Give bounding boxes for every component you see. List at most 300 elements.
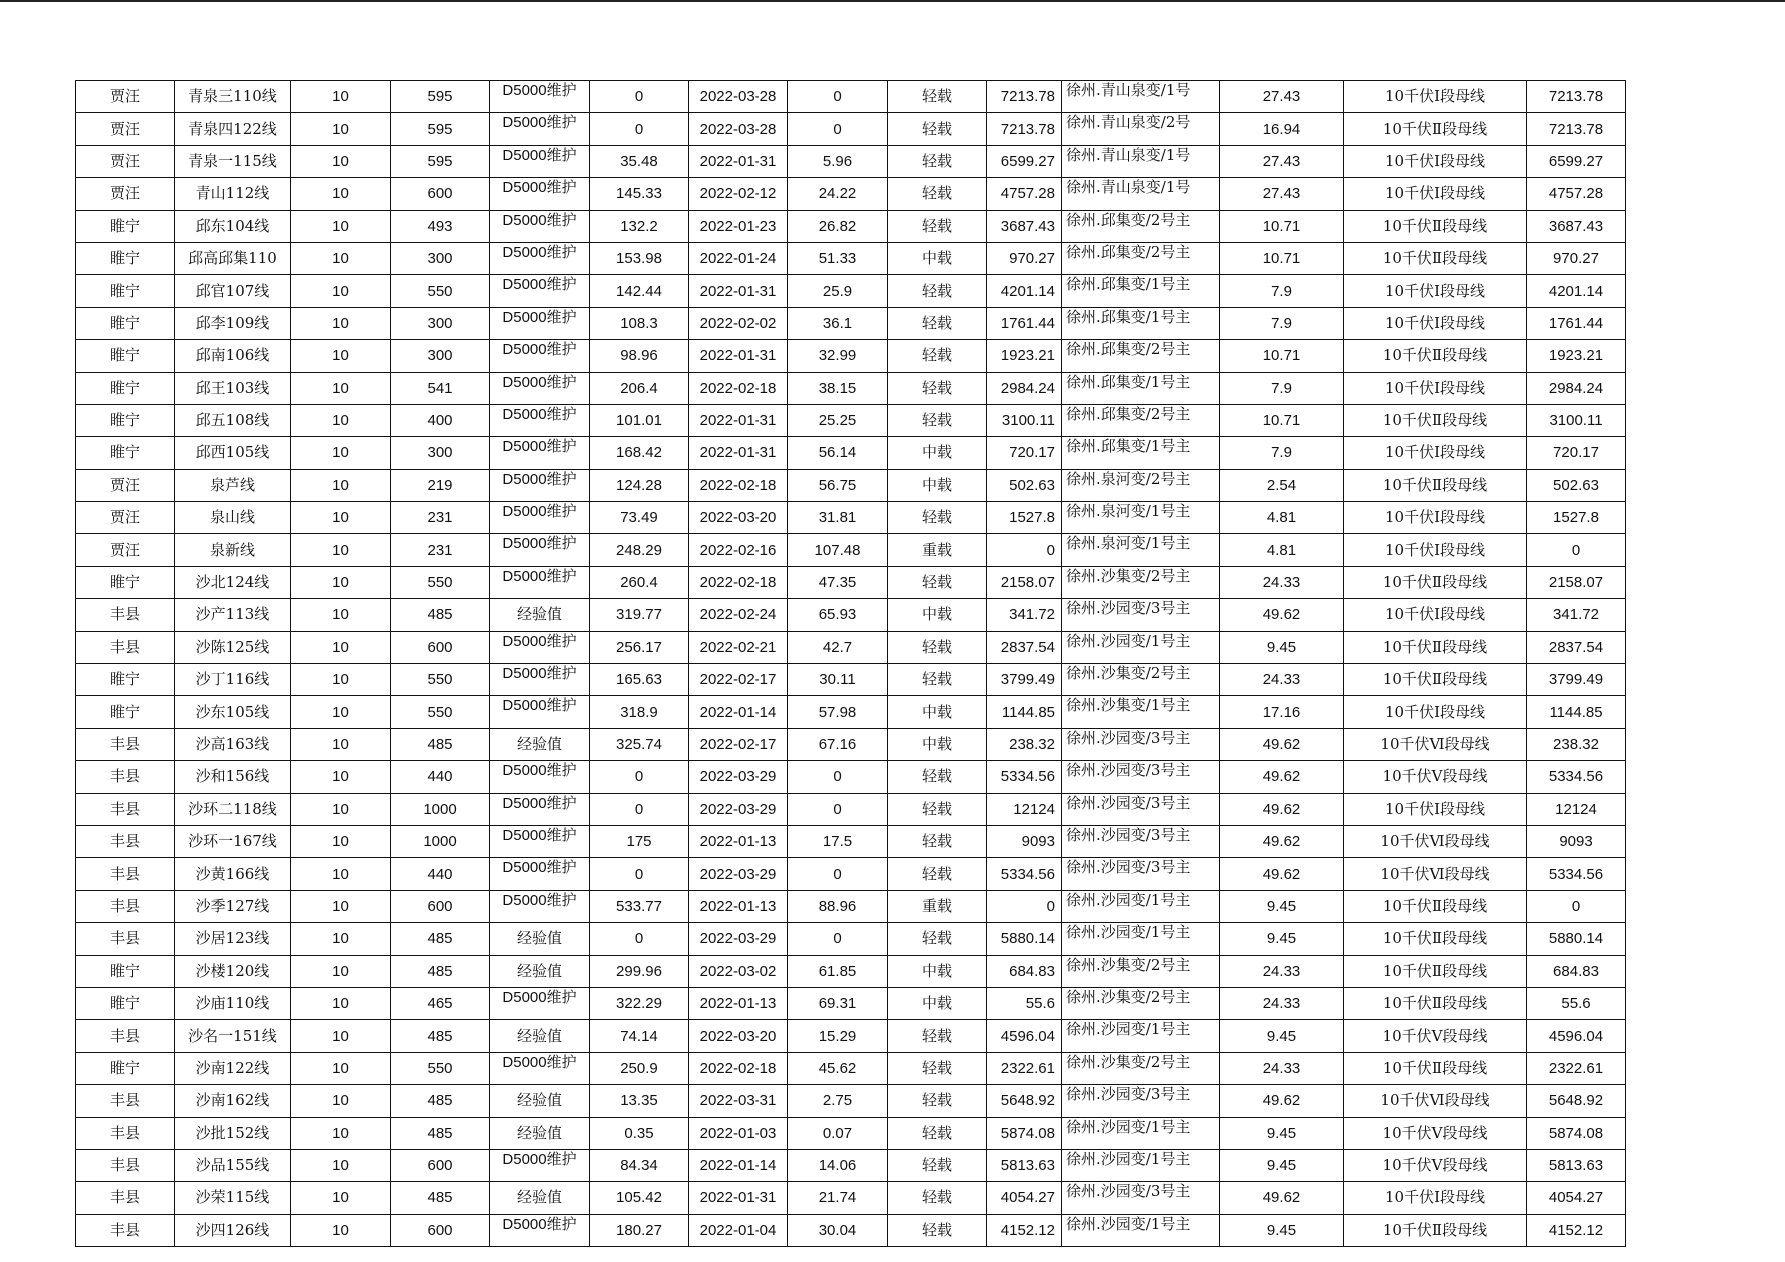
area-cell: 睢宁 (76, 372, 175, 404)
current-cell: 0 (590, 81, 689, 113)
bus-cell: 10千伏Ⅱ段母线 (1344, 987, 1527, 1019)
method-cell: D5000维护 (490, 987, 590, 1019)
line-name-cell: 沙南122线 (175, 1052, 291, 1084)
available-cell: 4201.14 (1527, 275, 1626, 307)
area-cell: 丰县 (76, 1117, 175, 1149)
sub-rate-cell: 10.71 (1220, 210, 1344, 242)
line-name-cell: 沙东105线 (175, 696, 291, 728)
table-row (76, 793, 1626, 825)
voltage-cell: 10 (291, 728, 391, 760)
load-rate-cell: 65.93 (788, 599, 888, 631)
load-rate-cell: 57.98 (788, 696, 888, 728)
method-cell: D5000维护 (490, 696, 590, 728)
method-cell: D5000维护 (490, 242, 590, 274)
area-cell: 丰县 (76, 793, 175, 825)
substation-cell: 徐州.沙园变/3号主 (1062, 599, 1220, 631)
load-status-cell: 重载 (888, 890, 987, 922)
margin-cell: 238.32 (987, 728, 1062, 760)
sub-rate-cell: 9.45 (1220, 1149, 1344, 1181)
available-cell: 3799.49 (1527, 664, 1626, 696)
area-cell: 贾汪 (76, 145, 175, 177)
date-cell: 2022-02-21 (689, 631, 788, 663)
load-rate-cell: 0 (788, 793, 888, 825)
load-rate-cell: 5.96 (788, 145, 888, 177)
margin-cell: 2837.54 (987, 631, 1062, 663)
current-cell: 124.28 (590, 469, 689, 501)
available-cell: 7213.78 (1527, 113, 1626, 145)
table-row (76, 404, 1626, 436)
load-rate-cell: 0.07 (788, 1117, 888, 1149)
area-cell: 睢宁 (76, 437, 175, 469)
area-cell: 睢宁 (76, 566, 175, 598)
method-cell: 经验值 (490, 1020, 590, 1052)
method-cell: 经验值 (490, 1117, 590, 1149)
date-cell: 2022-01-31 (689, 340, 788, 372)
capacity-cell: 600 (391, 1214, 490, 1246)
substation-cell: 徐州.沙园变/3号主 (1062, 1182, 1220, 1214)
area-cell: 丰县 (76, 1020, 175, 1052)
current-cell: 108.3 (590, 307, 689, 339)
capacity-cell: 300 (391, 307, 490, 339)
bus-cell: 10千伏Ⅱ段母线 (1344, 890, 1527, 922)
load-status-cell: 中载 (888, 242, 987, 274)
margin-cell: 4596.04 (987, 1020, 1062, 1052)
method-cell: D5000维护 (490, 372, 590, 404)
sub-rate-cell: 7.9 (1220, 372, 1344, 404)
area-cell: 睢宁 (76, 340, 175, 372)
margin-cell: 5648.92 (987, 1085, 1062, 1117)
bus-cell: 10千伏Ⅱ段母线 (1344, 1214, 1527, 1246)
substation-cell: 徐州.沙集变/2号主 (1062, 566, 1220, 598)
date-cell: 2022-01-13 (689, 987, 788, 1019)
line-name-cell: 沙季127线 (175, 890, 291, 922)
area-cell: 睢宁 (76, 210, 175, 242)
method-cell: D5000维护 (490, 890, 590, 922)
margin-cell: 1761.44 (987, 307, 1062, 339)
substation-cell: 徐州.沙集变/2号主 (1062, 955, 1220, 987)
capacity-cell: 465 (391, 987, 490, 1019)
method-cell: D5000维护 (490, 81, 590, 113)
voltage-cell: 10 (291, 113, 391, 145)
load-status-cell: 轻载 (888, 404, 987, 436)
current-cell: 0 (590, 858, 689, 890)
load-rate-cell: 36.1 (788, 307, 888, 339)
current-cell: 101.01 (590, 404, 689, 436)
date-cell: 2022-01-31 (689, 1182, 788, 1214)
bus-cell: 10千伏Ⅱ段母线 (1344, 955, 1527, 987)
margin-cell: 9093 (987, 825, 1062, 857)
capacity-cell: 600 (391, 890, 490, 922)
date-cell: 2022-01-04 (689, 1214, 788, 1246)
table-row (76, 825, 1626, 857)
table-row (76, 1052, 1626, 1084)
capacity-cell: 595 (391, 113, 490, 145)
date-cell: 2022-02-18 (689, 372, 788, 404)
margin-cell: 4054.27 (987, 1182, 1062, 1214)
line-name-cell: 沙和156线 (175, 761, 291, 793)
table-row (76, 178, 1626, 210)
date-cell: 2022-03-29 (689, 793, 788, 825)
method-cell: D5000维护 (490, 502, 590, 534)
capacity-cell: 550 (391, 696, 490, 728)
voltage-cell: 10 (291, 1085, 391, 1117)
voltage-cell: 10 (291, 1214, 391, 1246)
area-cell: 丰县 (76, 599, 175, 631)
bus-cell: 10千伏Ⅰ段母线 (1344, 599, 1527, 631)
method-cell: D5000维护 (490, 1214, 590, 1246)
capacity-cell: 300 (391, 242, 490, 274)
date-cell: 2022-01-31 (689, 404, 788, 436)
line-name-cell: 青山112线 (175, 178, 291, 210)
voltage-cell: 10 (291, 761, 391, 793)
bus-cell: 10千伏Ⅱ段母线 (1344, 242, 1527, 274)
voltage-cell: 10 (291, 502, 391, 534)
capacity-cell: 550 (391, 664, 490, 696)
bus-cell: 10千伏Ⅰ段母线 (1344, 275, 1527, 307)
capacity-cell: 485 (391, 1020, 490, 1052)
table-row (76, 242, 1626, 274)
substation-cell: 徐州.青山泉变/2号 (1062, 113, 1220, 145)
bus-cell: 10千伏Ⅴ段母线 (1344, 1149, 1527, 1181)
margin-cell: 0 (987, 534, 1062, 566)
margin-cell: 4201.14 (987, 275, 1062, 307)
capacity-cell: 600 (391, 631, 490, 663)
date-cell: 2022-03-20 (689, 1020, 788, 1052)
area-cell: 丰县 (76, 825, 175, 857)
voltage-cell: 10 (291, 631, 391, 663)
sub-rate-cell: 9.45 (1220, 890, 1344, 922)
current-cell: 168.42 (590, 437, 689, 469)
table-row (76, 955, 1626, 987)
method-cell: 经验值 (490, 955, 590, 987)
area-cell: 睢宁 (76, 955, 175, 987)
available-cell: 3687.43 (1527, 210, 1626, 242)
capacity-cell: 440 (391, 761, 490, 793)
line-name-cell: 青泉四122线 (175, 113, 291, 145)
date-cell: 2022-01-14 (689, 696, 788, 728)
date-cell: 2022-02-18 (689, 566, 788, 598)
line-name-cell: 青泉一115线 (175, 145, 291, 177)
load-rate-cell: 0 (788, 81, 888, 113)
margin-cell: 5874.08 (987, 1117, 1062, 1149)
bus-cell: 10千伏Ⅰ段母线 (1344, 502, 1527, 534)
substation-cell: 徐州.沙园变/3号主 (1062, 858, 1220, 890)
voltage-cell: 10 (291, 437, 391, 469)
bus-cell: 10千伏Ⅴ段母线 (1344, 1020, 1527, 1052)
bus-cell: 10千伏Ⅱ段母线 (1344, 469, 1527, 501)
voltage-cell: 10 (291, 987, 391, 1019)
bus-cell: 10千伏Ⅵ段母线 (1344, 1085, 1527, 1117)
available-cell: 1761.44 (1527, 307, 1626, 339)
load-status-cell: 轻载 (888, 1020, 987, 1052)
load-rate-cell: 0 (788, 113, 888, 145)
table-row (76, 469, 1626, 501)
current-cell: 145.33 (590, 178, 689, 210)
sub-rate-cell: 27.43 (1220, 81, 1344, 113)
load-status-cell: 轻载 (888, 502, 987, 534)
margin-cell: 1923.21 (987, 340, 1062, 372)
capacity-cell: 550 (391, 275, 490, 307)
load-rate-cell: 30.11 (788, 664, 888, 696)
substation-cell: 徐州.沙园变/3号主 (1062, 1085, 1220, 1117)
sub-rate-cell: 24.33 (1220, 955, 1344, 987)
method-cell: D5000维护 (490, 307, 590, 339)
date-cell: 2022-02-17 (689, 728, 788, 760)
method-cell: 经验值 (490, 728, 590, 760)
sub-rate-cell: 10.71 (1220, 340, 1344, 372)
current-cell: 0.35 (590, 1117, 689, 1149)
method-cell: D5000维护 (490, 1149, 590, 1181)
substation-cell: 徐州.沙集变/1号主 (1062, 696, 1220, 728)
sub-rate-cell: 9.45 (1220, 1020, 1344, 1052)
date-cell: 2022-01-23 (689, 210, 788, 242)
load-rate-cell: 0 (788, 761, 888, 793)
substation-cell: 徐州.沙园变/3号主 (1062, 761, 1220, 793)
sub-rate-cell: 24.33 (1220, 987, 1344, 1019)
available-cell: 4054.27 (1527, 1182, 1626, 1214)
bus-cell: 10千伏Ⅰ段母线 (1344, 437, 1527, 469)
margin-cell: 5334.56 (987, 761, 1062, 793)
load-status-cell: 中载 (888, 696, 987, 728)
capacity-cell: 600 (391, 1149, 490, 1181)
bus-cell: 10千伏Ⅰ段母线 (1344, 178, 1527, 210)
margin-cell: 2322.61 (987, 1052, 1062, 1084)
method-cell: D5000维护 (490, 437, 590, 469)
bus-cell: 10千伏Ⅰ段母线 (1344, 793, 1527, 825)
current-cell: 0 (590, 923, 689, 955)
available-cell: 2837.54 (1527, 631, 1626, 663)
load-status-cell: 中载 (888, 728, 987, 760)
load-status-cell: 轻载 (888, 340, 987, 372)
margin-cell: 502.63 (987, 469, 1062, 501)
capacity-cell: 600 (391, 178, 490, 210)
voltage-cell: 10 (291, 1149, 391, 1181)
line-name-cell: 沙品155线 (175, 1149, 291, 1181)
table-row (76, 923, 1626, 955)
load-rate-cell: 21.74 (788, 1182, 888, 1214)
substation-cell: 徐州.泉河变/2号主 (1062, 469, 1220, 501)
method-cell: D5000维护 (490, 825, 590, 857)
current-cell: 256.17 (590, 631, 689, 663)
load-rate-cell: 51.33 (788, 242, 888, 274)
voltage-cell: 10 (291, 145, 391, 177)
area-cell: 睢宁 (76, 404, 175, 436)
margin-cell: 341.72 (987, 599, 1062, 631)
area-cell: 睢宁 (76, 307, 175, 339)
area-cell: 丰县 (76, 1214, 175, 1246)
current-cell: 299.96 (590, 955, 689, 987)
current-cell: 206.4 (590, 372, 689, 404)
voltage-cell: 10 (291, 178, 391, 210)
available-cell: 0 (1527, 890, 1626, 922)
date-cell: 2022-01-14 (689, 1149, 788, 1181)
date-cell: 2022-02-24 (689, 599, 788, 631)
bus-cell: 10千伏Ⅱ段母线 (1344, 631, 1527, 663)
current-cell: 35.48 (590, 145, 689, 177)
load-status-cell: 轻载 (888, 664, 987, 696)
feeder-table (75, 80, 1626, 1247)
available-cell: 0 (1527, 534, 1626, 566)
substation-cell: 徐州.邱集变/2号主 (1062, 242, 1220, 274)
capacity-cell: 595 (391, 81, 490, 113)
available-cell: 1144.85 (1527, 696, 1626, 728)
method-cell: D5000维护 (490, 631, 590, 663)
voltage-cell: 10 (291, 307, 391, 339)
method-cell: D5000维护 (490, 178, 590, 210)
table-row (76, 1020, 1626, 1052)
substation-cell: 徐州.邱集变/2号主 (1062, 340, 1220, 372)
table-row (76, 599, 1626, 631)
available-cell: 5334.56 (1527, 761, 1626, 793)
area-cell: 睢宁 (76, 1052, 175, 1084)
capacity-cell: 485 (391, 728, 490, 760)
load-rate-cell: 67.16 (788, 728, 888, 760)
area-cell: 贾汪 (76, 534, 175, 566)
date-cell: 2022-01-31 (689, 437, 788, 469)
method-cell: D5000维护 (490, 145, 590, 177)
available-cell: 5334.56 (1527, 858, 1626, 890)
substation-cell: 徐州.泉河变/1号主 (1062, 502, 1220, 534)
load-status-cell: 轻载 (888, 113, 987, 145)
load-status-cell: 轻载 (888, 1214, 987, 1246)
load-rate-cell: 14.06 (788, 1149, 888, 1181)
table-row (76, 696, 1626, 728)
load-status-cell: 中载 (888, 955, 987, 987)
load-rate-cell: 26.82 (788, 210, 888, 242)
voltage-cell: 10 (291, 1020, 391, 1052)
margin-cell: 7213.78 (987, 113, 1062, 145)
sub-rate-cell: 49.62 (1220, 1182, 1344, 1214)
sub-rate-cell: 24.33 (1220, 664, 1344, 696)
capacity-cell: 485 (391, 1182, 490, 1214)
sub-rate-cell: 10.71 (1220, 404, 1344, 436)
capacity-cell: 1000 (391, 793, 490, 825)
table-row (76, 1085, 1626, 1117)
date-cell: 2022-01-31 (689, 145, 788, 177)
line-name-cell: 邱西105线 (175, 437, 291, 469)
load-status-cell: 轻载 (888, 81, 987, 113)
line-name-cell: 沙黄166线 (175, 858, 291, 890)
margin-cell: 3100.11 (987, 404, 1062, 436)
method-cell: D5000维护 (490, 664, 590, 696)
substation-cell: 徐州.沙集变/2号主 (1062, 664, 1220, 696)
method-cell: D5000维护 (490, 404, 590, 436)
voltage-cell: 10 (291, 1117, 391, 1149)
method-cell: 经验值 (490, 923, 590, 955)
load-status-cell: 轻载 (888, 761, 987, 793)
sub-rate-cell: 17.16 (1220, 696, 1344, 728)
margin-cell: 1527.8 (987, 502, 1062, 534)
current-cell: 13.35 (590, 1085, 689, 1117)
available-cell: 5874.08 (1527, 1117, 1626, 1149)
load-rate-cell: 107.48 (788, 534, 888, 566)
date-cell: 2022-03-02 (689, 955, 788, 987)
sub-rate-cell: 24.33 (1220, 1052, 1344, 1084)
table-row (76, 437, 1626, 469)
table-row (76, 372, 1626, 404)
load-rate-cell: 24.22 (788, 178, 888, 210)
capacity-cell: 1000 (391, 825, 490, 857)
load-status-cell: 中载 (888, 599, 987, 631)
capacity-cell: 493 (391, 210, 490, 242)
load-rate-cell: 25.25 (788, 404, 888, 436)
line-name-cell: 沙庙110线 (175, 987, 291, 1019)
area-cell: 丰县 (76, 923, 175, 955)
bus-cell: 10千伏Ⅱ段母线 (1344, 923, 1527, 955)
margin-cell: 4757.28 (987, 178, 1062, 210)
bus-cell: 10千伏Ⅱ段母线 (1344, 113, 1527, 145)
load-rate-cell: 17.5 (788, 825, 888, 857)
line-name-cell: 沙丁116线 (175, 664, 291, 696)
line-name-cell: 沙产113线 (175, 599, 291, 631)
margin-cell: 5813.63 (987, 1149, 1062, 1181)
load-rate-cell: 32.99 (788, 340, 888, 372)
available-cell: 2322.61 (1527, 1052, 1626, 1084)
margin-cell: 2158.07 (987, 566, 1062, 598)
sub-rate-cell: 7.9 (1220, 275, 1344, 307)
date-cell: 2022-02-02 (689, 307, 788, 339)
capacity-cell: 550 (391, 1052, 490, 1084)
line-name-cell: 沙环一167线 (175, 825, 291, 857)
sub-rate-cell: 9.45 (1220, 923, 1344, 955)
capacity-cell: 550 (391, 566, 490, 598)
available-cell: 341.72 (1527, 599, 1626, 631)
substation-cell: 徐州.沙园变/1号主 (1062, 1149, 1220, 1181)
bus-cell: 10千伏Ⅱ段母线 (1344, 210, 1527, 242)
substation-cell: 徐州.邱集变/2号主 (1062, 404, 1220, 436)
voltage-cell: 10 (291, 566, 391, 598)
voltage-cell: 10 (291, 890, 391, 922)
load-status-cell: 轻载 (888, 1182, 987, 1214)
available-cell: 1923.21 (1527, 340, 1626, 372)
area-cell: 丰县 (76, 1182, 175, 1214)
line-name-cell: 沙荣115线 (175, 1182, 291, 1214)
capacity-cell: 485 (391, 955, 490, 987)
load-rate-cell: 30.04 (788, 1214, 888, 1246)
current-cell: 318.9 (590, 696, 689, 728)
date-cell: 2022-03-28 (689, 113, 788, 145)
capacity-cell: 219 (391, 469, 490, 501)
substation-cell: 徐州.邱集变/2号主 (1062, 210, 1220, 242)
load-rate-cell: 61.85 (788, 955, 888, 987)
current-cell: 165.63 (590, 664, 689, 696)
voltage-cell: 10 (291, 858, 391, 890)
capacity-cell: 485 (391, 1117, 490, 1149)
available-cell: 5813.63 (1527, 1149, 1626, 1181)
capacity-cell: 485 (391, 1085, 490, 1117)
table-row (76, 307, 1626, 339)
available-cell: 4152.12 (1527, 1214, 1626, 1246)
table-row (76, 275, 1626, 307)
table-row (76, 113, 1626, 145)
current-cell: 533.77 (590, 890, 689, 922)
capacity-cell: 541 (391, 372, 490, 404)
method-cell: D5000维护 (490, 761, 590, 793)
voltage-cell: 10 (291, 372, 391, 404)
available-cell: 238.32 (1527, 728, 1626, 760)
date-cell: 2022-01-24 (689, 242, 788, 274)
current-cell: 132.2 (590, 210, 689, 242)
bus-cell: 10千伏Ⅴ段母线 (1344, 761, 1527, 793)
available-cell: 502.63 (1527, 469, 1626, 501)
current-cell: 142.44 (590, 275, 689, 307)
substation-cell: 徐州.青山泉变/1号 (1062, 81, 1220, 113)
capacity-cell: 485 (391, 599, 490, 631)
area-cell: 丰县 (76, 890, 175, 922)
load-status-cell: 轻载 (888, 1117, 987, 1149)
line-name-cell: 沙名一151线 (175, 1020, 291, 1052)
current-cell: 84.34 (590, 1149, 689, 1181)
